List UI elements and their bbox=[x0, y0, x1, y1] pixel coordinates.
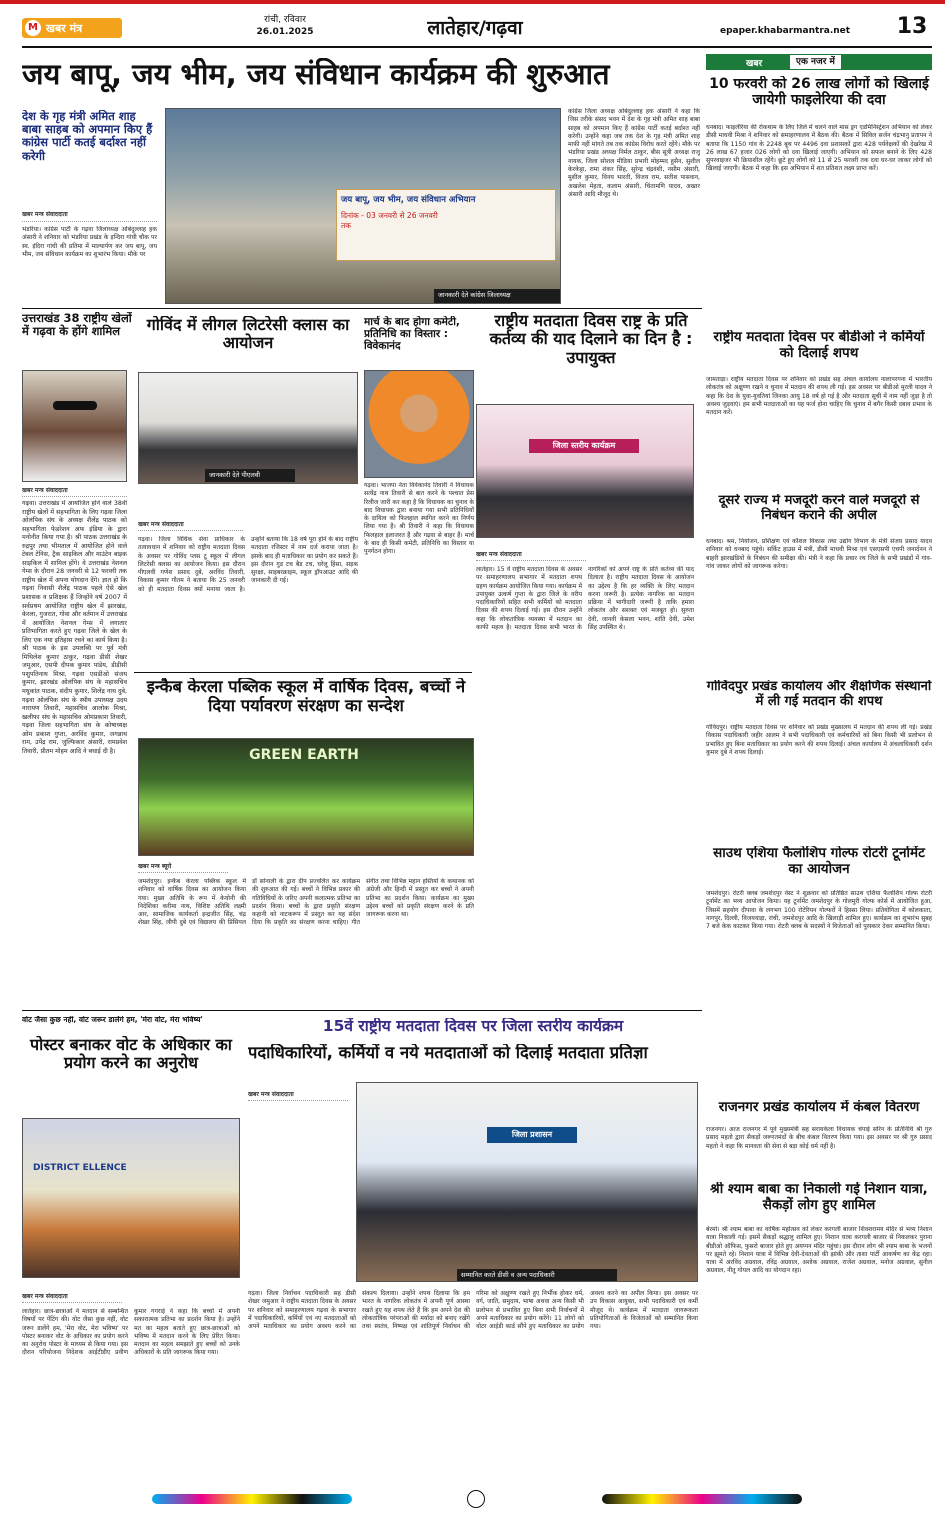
sidebar-story-2-headline: दूसरे राज्य में मजदूरी करने वाले मजदूरों से निबंधन कराने की अपील bbox=[718, 494, 920, 523]
masthead-rule bbox=[22, 46, 932, 48]
lead-kicker: देश के गृह मंत्री अमित शाह बाबा साहब को अपमान किए हैं कांग्रेस पार्टी कतई बर्दाश्त नहीं करेगी bbox=[22, 110, 153, 163]
sidebar-tag: खबर bbox=[746, 59, 763, 69]
registration-mark bbox=[467, 1490, 485, 1508]
page-number: 13 bbox=[896, 14, 928, 39]
legal-headline: गोविंद में लीगल लिटरेसी क्लास का आयोजन bbox=[146, 316, 350, 353]
sidebar-story-0-headline: 10 फरवरी को 26 लाख लोगों को खिलाई जायेगी फाइलेरिया की दवा bbox=[709, 76, 929, 109]
district-headline-2: पदाधिकारियों, कर्मियों व नये मतदाताओं को दिलाई मतदाता प्रतिज्ञा bbox=[248, 1044, 648, 1062]
voters-day-headline: राष्ट्रीय मतदाता दिवस राष्ट्र के प्रति कर्तव्य की याद दिलाने का दिन है : उपायुक्त bbox=[489, 312, 693, 367]
issue-date: 26.01.2025 bbox=[256, 27, 314, 37]
sidebar-story-5-body: राजनगर। आज राजनगर में पूर्व मुख्यमंत्री सह सरायकेला विधायक चंपाई सोरेन के प्रतिनिधि श्री गुरु प्रसाद महतो द्वारा सैकड़ों जरूरतमंदों के बीच कंबल वितरण किया गया। इस अवसर पर श्री गुरु प्रसाद महतो ने कहा कि मानवता की सेवा से बड़ा कोई धर्म नहीं है। bbox=[706, 1126, 932, 1150]
committee-photo bbox=[364, 370, 474, 478]
school-headline: इन्कैब केरला पब्लिक स्कूल में वार्षिक दिवस, बच्चों ने दिया पर्यावरण संरक्षण का सन्देश bbox=[146, 678, 466, 715]
district-photo-caption: सम्मानित करते डीसी व अन्य पदाधिकारी bbox=[457, 1269, 617, 1282]
poster-kicker: वोट जैसा कुछ नहीं, वोट जरूर डालेंगे हम, 'मेरा वोट, मेरा भविष्य' bbox=[22, 1016, 203, 1024]
sidebar-story-1-headline: राष्ट्रीय मतदाता दिवस पर बीडीओ ने कर्मियों को दिलाई शपथ bbox=[713, 330, 925, 361]
color-bar-right bbox=[602, 1494, 802, 1504]
school-photo bbox=[138, 738, 474, 856]
brand-name: खबर मंत्र bbox=[46, 22, 83, 35]
district-byline: खबर मन्त्र संवाददाता bbox=[248, 1090, 348, 1101]
sunglasses-shape bbox=[53, 401, 97, 410]
poster-body: लातेहार। छात्र-छात्राओं ने मतदान से सम्बन्धित विषयों पर पेंटिंग की। वोट जैसा कुछ नहीं, वोट जरूर डालेंगे हम, 'मेरा वोट, मेरा भविष्य' पर पोस्टर बनाकर वोट के अधिकार का प्रयोग करने का अनुरोध पोस्टर के माध्यम से किया गया। इस दौरान परियोजना निदेशक आईटीडीए प्रवीण कुमार गगराई ने कहा कि बच्चों में अपनी सकारात्मक प्रतिभा का प्रदर्शन किया है। उन्होंने मत का महत्व बताते हुए छात्र-छात्राओं को भविष्य में मतदान करने के लिए प्रेरित किया। मतदान का महत्व समझाते हुए बच्चों को उनके अधिकारों के प्रति जागरूक किया गया। bbox=[22, 1308, 240, 1357]
lead-body-left: भंडरिया। कांग्रेस पार्टी के गढ़वा जिलाध्यक्ष ओबेदुल्लाह हक अंसारी ने शनिवार को भंडरिया प्रखंड के इन्दिरा गांधी चौक पर स्व. इंदिरा गांधी की प्रतिमा में माल्यार्पण कर जय बापू, जय भीम, जय संविधान कार्यक्रम का शुभारंभ किया। मौके पर bbox=[22, 226, 157, 258]
legal-byline: खबर मन्त्र संवाददाता bbox=[138, 520, 243, 531]
lead-photo-caption: जानकारी देते कांग्रेस जिलाध्यक्ष bbox=[434, 289, 560, 303]
sports-byline: खबर मन्त्र संवाददाता bbox=[22, 486, 127, 497]
color-bar-left bbox=[152, 1494, 352, 1504]
voters-day-byline: खबर मन्त्र संवाददाता bbox=[476, 550, 586, 561]
divider-low bbox=[22, 1010, 702, 1011]
voters-day-photo bbox=[476, 404, 694, 538]
school-body: जमशेदपुर। इन्कैब केरला पब्लिक स्कूल में शनिवार को वार्षिक दिवस का आयोजन किया गया। मुख्य अतिथि के रूप में केयोनी की निदेशिका करीमा नाथ, विशिष्ट अतिथि लक्ष्मी आर, सामाजिक कार्यकर्ता इन्द्रजीत सिंह, चंद्र शेखर सिंह, जीपी दुबे एवं विद्यालय की प्रिंसिपल डॉ सोनाली के द्वारा दीप प्रज्वलित कर कार्यक्रम की शुरुआत की गई। बच्चों ने विभिन्न प्रकार की गतिविधियों के जरिए अपनी कलात्मक प्रतिभा का प्रदर्शन किया। बच्चों के द्वारा प्रकृति संरक्षण कहानी को नाटकरूप में प्रस्तुत कर यह संदेश दिया कि प्रकृति का संरक्षण करना चाहिए। गीत संगीत तथा विभिन्न महान हस्तियों के कथानक को अंग्रेजी और हिन्दी में प्रस्तुत कर बच्चों ने अपनी प्रतिभा का प्रदर्शन किया। कार्यक्रम का मुख्य उद्देश्य बच्चों को प्रकृति संरक्षण करने के प्रति जागरूक करना था। bbox=[138, 878, 474, 927]
sidebar-story-6-headline: श्री श्याम बाबा का निकाली गई निशान यात्रा, सैकड़ों लोग हुए शामिल bbox=[710, 1182, 928, 1213]
city-day: रांची, रविवार bbox=[264, 15, 306, 25]
district-banner: जिला प्रशासन bbox=[487, 1127, 577, 1143]
lead-photo bbox=[165, 108, 561, 304]
committee-headline: मार्च के बाद होगा कमेटी, प्रतिनिधि का विस्तार : विवेकानंद bbox=[364, 316, 460, 353]
registration-strip bbox=[22, 1490, 932, 1508]
sidebar-story-3-body: गोविंदपुर। राष्ट्रीय मतदाता दिवस पर शनिवार को प्रखंड मुख्यालय में मतदान की शपथ ली गई। प्रखंड विकास पदाधिकारी जहीर आलम ने सभी पदाधिकारी एवं कर्मचारियों को बिना किसी भी प्रलोभन से प्रभावित हुए बिना मताधिकार का प्रयोग करने की शपथ दिलाई। अंचल कार्यालय में अंचलाधिकारी दर्शन कुमार दुबे ने शपथ दिलाई। bbox=[706, 724, 932, 756]
school-banner: GREEN EARTH bbox=[249, 747, 359, 763]
poster-photo bbox=[22, 1118, 240, 1278]
school-byline: खबर मन्त्र ब्यूरो bbox=[138, 862, 228, 873]
legal-body: गढ़वा। जिला विधिक सेवा प्राधिकार के तत्वावधान में शनिवार को राष्ट्रीय मतदाता दिवस के अवसर पर गोविंद प्लस टू स्कूल में लीगल लिटरेसी क्लास का आयोजन किया। इस दौरान पीएलवी गणेश प्रसाद दुबे, अरविंद तिवारी, विकास कुमार गौतम ने बताया कि 25 जनवरी को ही मतदाता दिवस क्यों मनाया जाता है। उन्होंने बताया कि 18 वर्ष पूरा होने के बाद राष्ट्रीय मतदाता रजिस्टर में नाम दर्ज कराया जाता है। इसके बाद ही मताधिकार का प्रयोग कर सकते हैं। इस दौरान गुड टच बैड टच, घरेलू हिंसा, सड़क सुरक्षा, साइबरक्राइम, स्कूल ड्रॉपआउट आदि की जानकारी दी गई। bbox=[138, 536, 358, 593]
divider-lead bbox=[22, 308, 702, 309]
district-body: गढ़वा। जिला निर्वाचन पदाधिकारी सह डीसी शेखर जमुआर ने राष्ट्रीय मतदाता दिवस के अवसर पर शनिवार को समाहरणालय गढ़वा के सभागार में पदाधिकारियों, कर्मियों एवं नए मतदाताओं को अपने मताधिकार का प्रयोग अवश्य करने का संकल्प दिलाया। उन्होंने शपथ दिलाया कि हम भारत के नागरिक लोकतंत्र में अपनी पूर्ण आस्था रखते हुए यह शपथ लेते हैं कि हम अपने देश की लोकतांत्रिक परंपराओं की मर्यादा को बनाए रखेंगे तथा स्वतंत्र, निष्पक्ष एवं शांतिपूर्ण निर्वाचन की गरिमा को अक्षुण्ण रखते हुए निर्भीक होकर धर्म, वर्ग, जाति, समुदाय, भाषा अथवा अन्य किसी भी प्रलोभन से प्रभावित हुए बिना सभी निर्वाचनों में अपने मताधिकार का प्रयोग करेंगे। 11 लोगों को वोटर आईडी कार्ड सौंपे हुए मताधिकार का प्रयोग अवश्य करने का अपील किया। इस अवसर पर उप विकास आयुक्त, सभी पदाधिकारी एवं कर्मी मौजूद थे। कार्यक्रम में मतदाता जागरूकता प्रतियोगिताओं के विजेताओं को सम्मानित किया गया। bbox=[248, 1290, 698, 1331]
voters-day-body: लातेहार। 15 वें राष्ट्रीय मतदाता दिवस के अवसर पर समाहरणालय सभागार में मतदाता शपथ ग्रहण कार्यक्रम आयोजित किया गया। कार्यक्रम में उपायुक्त उत्कर्ष गुप्ता के द्वारा जिले के वरीय पदाधिकारियों सहित सभी कर्मियों को मतदाता दिवस की शपथ दिलाई गई। इस दौरान उन्होंने कहा कि लोकतांत्रिक व्यवस्था में मतदान का काफी महत्व है। मतदाता दिवस सभी भारत के नागरिकों को अपने राष्ट्र के प्रति कर्तव्य की याद दिलाता है। राष्ट्रीय मतदाता दिवस के आयोजन का उद्देश्य है कि हर व्यक्ति के लिए मतदान करना जरूरी है। प्रत्येक नागरिक का मतदान प्रक्रिया में भागीदारी जरूरी है ताकि हमारा लोकतंत्र और सशक्त एवं मजबूत हो। सुरुता देवी, जानवी केसला भवन, शांति देवी, उमेश सिंह उपस्थित थे। bbox=[476, 566, 694, 632]
lead-photo-banner bbox=[336, 189, 556, 261]
section-title: लातेहार/गढ़वा bbox=[427, 17, 523, 39]
brand-logo bbox=[22, 18, 122, 38]
sidebar-story-4-body: जमशेदपुर। रोटरी क्लब जमशेदपुर वेस्ट ने शुक्रवार को प्रतिष्ठित साउथ एशिया फैलोशिप गोल्फ रोटरी टूर्नामेंट का भव्य आयोजन किया। यह टूर्नामेंट जमशेदपुर के गोलमुरी गोल्फ कोर्स में आयोजित हुआ, जिसमें सहयोग दीपावा के लगभग 100 रोटेरियन गोल्फरों ने हिस्सा लिया। प्रतियोगिता में कोलकाता, नागपुर, दिल्ली, विजयवाड़ा, रांची, जमशेदपुर आदि के खिलाड़ी शामिल हुए। कार्यक्रम का शुभारंभ सुबह 7 बजे केक काटकर किया गया। रोटरी क्लब के सदस्यों ने विजेताओं को पुरस्कार देकर सम्मानित किया। bbox=[706, 890, 932, 931]
lead-byline: खबर मन्त्र संवाददाता bbox=[22, 210, 157, 222]
banner-title: जय बापू, जय भीम, जय संविधान अभियान bbox=[341, 195, 476, 205]
sidebar bbox=[706, 54, 932, 1484]
sports-body: गढ़वा। उत्तराखंड में आयोजित होने वाले 38वीं राष्ट्रीय खेलों में सहभागिता के लिए गढ़वा जिला ओलंपिक संघ के अध्यक्ष शैलेंद्र पाठक को सहभागिता फेडरेशन अफ इंडिया के द्वारा मनोनीत किया गया है। श्री पाठक उत्तराखंड के रुद्रपुर तथा भीमताल में आयोजित होने वाले टेबल टेनिस, ट्रैक साइकिल और माउंटेन बाइक साइकिल में शामिल होंगे। वे उत्तराखंड नेशनल गेम्स के दौरान 28 जनवरी से 12 फरवरी तक राष्ट्रीय खेल में अपना योगदान देंगे। ज्ञात हो कि गढ़वा निवासी शैलेंद्र पाठक पहले ऐसे खेल प्रशासक व प्रशिक्षक हैं जिन्होंने वर्ष 2007 में सर्वप्रथम आयोजित राष्ट्रीय खेल में झारखंड, केरला, गुजरात, गोवा और वर्तमान में उत्तराखंड में आयोजित नेशनल गेम्स में लगातार प्रतिभागिता करते हुए गढ़वा जिले के खेल के लिए एक नया इतिहास रचने का कार्य किया है। श्री पाठक के इस उपलब्धि पर पूर्व मंत्री मिथिलेश कुमार ठाकुर, गढ़वा डीसी शेखर जमुआर, एसपी दीपक कुमार पांडेय, डीडीसी पशुपतिनाथ मिश्रा, गढ़वा एसडीओ संजय कुमार, झारखंड ओलंपिक संघ के महासचिव मधुकांत पाठक, संदीप कुमार, शिलेंद्र नाथ दुबे, गढ़वा ओलंपिक संघ के स्थीय उपाध्यक्ष उदय नारायण तिवारी, महासचिव आलोक मिश्रा, खलीफा संघ के महासचिव ओमप्रकाश तिवारी, गढ़वा जिला सहभागिता संघ के कोषाध्यक्ष ओम प्रकाश गुप्ता, अरविंद कुमार, जगन्नाथ राम, उपेंद्र राम, जुल्फिकार अंसारी, रामप्रवेश तिवारी, प्रीतम मोहम आदि ने बधाई दी है। bbox=[22, 500, 127, 755]
legal-photo-caption: जानकारी देते पीएलवी bbox=[205, 469, 295, 482]
district-headline-1: 15वें राष्ट्रीय मतदाता दिवस पर जिला स्तरीय कार्यक्रम bbox=[322, 1018, 624, 1035]
masthead bbox=[0, 0, 945, 48]
epaper-url[interactable]: epaper.khabarmantra.net bbox=[720, 26, 851, 36]
poster-banner: DISTRICT ELLENCE bbox=[33, 1163, 127, 1173]
poster-headline: पोस्टर बनाकर वोट के अधिकार का प्रयोग करने का अनुरोध bbox=[30, 1036, 232, 1073]
sidebar-story-2-body: धनबाद। श्रम, नियोजन, प्रशिक्षण एवं कौशल विकास तथा उद्योग विभाग के मंत्री संजय प्रसाद यादव शनिवार को धनबाद पहुंचे। सर्किट हाउस में मंत्री, डीसी माधवी मिश्रा एवं एसएसपी एचपी जनार्दनन ने बाहरी झारखंडियों के निबंधन की समीक्षा की। मंत्री ने कहा कि प्रचार रथ जिले के सभी प्रखंडों में गांव-गांव जाकर लोगों को जागरूक करेगा। bbox=[706, 538, 932, 570]
sidebar-story-4-headline: साउथ एशिया फैलोशिप गोल्फ रोटरी टूर्नामेंट का आयोजन bbox=[713, 846, 925, 877]
masthead-dateblock bbox=[225, 14, 345, 44]
poster-byline: खबर मन्त्र संवाददाता bbox=[22, 1292, 122, 1303]
lead-body-right: कांग्रेस जिला अध्यक्ष ओबेदुल्लाह हक अंसारी ने कहा कि जिस तरीके संसद भवन में देश के गृह मंत्री अमित शाह बाबा साहब को अपमान किए हैं कांग्रेस पार्टी कतई बर्दाश्त नहीं करेगी। उन्होंने कहा जब तक देश के गृह मंत्री अमित शाह माफी नहीं मांगते तब तक कांग्रेस विरोध करते रहेंगे। मौके पर भंडरिया प्रखंड अध्यक्ष निर्मल ठाकुर, बीस सूत्री अध्यक्ष राजू नायक, जिला सोशल मीडिया प्रभारी मोहम्मद हुसैन, सुशील केरकेट्टा, रामा शंकर सिंह, सुरेन्द्र चंद्रवंशी, नसीम अंसारी, मुशील कुमार, विनय भारती, विजय राम, सतीश पासवान, अखलेश मेहता, कलाम अंसारी, चिंतामणि यादव, अख्तर अंसारी आदि मौजूद थे। bbox=[568, 108, 700, 198]
masthead-top-strip bbox=[0, 0, 945, 4]
sidebar-tagbar bbox=[706, 54, 932, 70]
committee-body: गढ़वा। भाजपा नेता विवेकानंद तिवारी ने विधायक सत्येंद्र नाथ तिवारी से बात करने के पश्चात प्रेस रिलीज जारी कर कहा है कि विधायक का चुनाव के बाद विधायक द्वारा बनाया गया सभी प्रतिनिधियों के दायित्व को फिलहाल स्थगित करने का निर्णय लिया गया है। श्री तिवारी ने कहा कि विधायक फिलहाल इलाजरत हैं और गढ़वा से बाहर हैं। मार्च के बाद ही किसी कमेटी, प्रतिनिधि का विस्तार या पुनर्गठन होगा। bbox=[364, 482, 474, 556]
sports-headline: उत्तराखंड 38 राष्ट्रीय खेलों में गढ़वा के होंगे शामिल bbox=[22, 312, 132, 339]
legal-photo bbox=[138, 372, 358, 484]
sidebar-story-3-headline: गोविंदपुर प्रखंड कार्यालय और शैक्षणिक संस्थानों में ली गई मतदान की शपथ bbox=[706, 680, 932, 709]
sidebar-tag2: एक नजर में bbox=[790, 55, 841, 69]
lead-headline: जय बापू, जय भीम, जय संविधान कार्यक्रम की शुरुआत bbox=[22, 58, 610, 91]
banner-sub: दिनांक - 03 जनवरी से 26 जनवरी तक bbox=[341, 211, 438, 230]
sports-photo bbox=[22, 370, 127, 482]
divider-mid bbox=[134, 672, 472, 673]
brand-logo-icon: M bbox=[25, 20, 41, 36]
sidebar-story-0-body: धनबाद। फाइलेरिया की रोकथाम के लिए जिले में चलने वाले मास ड्रग एडमिनिस्ट्रेशन अभियान को लेकर डीसी माधवी मिश्रा ने शनिवार को समाहरणालय में बैठक की। बैठक में सिविल सर्जन चंद्रभानु प्रतापन ने बताया कि 1150 गांव के 2248 बूथ पर 4496 दवा प्रशासकों द्वारा 428 पर्यवेक्षकों की देखरेख में 26 लाख 67 हजार 026 लोगों को दवा खिलाई जाएगी। अभियान को सफल बनाने के लिए 428 सुपरवाइजर भी क्रियाशील रहेंगे। छूटे हुए लोगों को 11 से 25 फरवरी तक दवा घर-घर जाकर लोगों को खिलाई जाएगी। बैठक में कहा कि इस अभियान में शत प्रतिशत लक्ष्य प्राप्त करें। bbox=[706, 124, 932, 173]
sidebar-story-1-body: जामताड़ा। राष्ट्रीय मतदाता दिवस पर शनिवार को प्रखंड सह अंचल कार्यालय नालापरगना में भारतीय लोकतंत्र को अक्षुण्ण रखने व चुनाव में मतदान की शपथ ली गई। इस अवसर पर बीडीओ मुरली यादव ने कहा कि देश के युवा-युवतियां जिनका आयु 18 वर्ष हो गई है और मतदाता सूची में नाम नहीं जुड़ा है तो अवश्य जुड़वाएं। हम सभी मतदाताओं का यह फर्ज होना चाहिए कि चुनाव में बगैर किसी दबाव प्रभाव के मतदान करें। bbox=[706, 376, 932, 417]
sidebar-story-6-body: बेरमो। श्री श्याम बाबा का वार्षिक महोत्सव को लेकर करगली बाजार शिवशरामय मंदिर से भव्य निशान यात्रा निकाली गई। इसमें सैकड़ों श्रद्धालु शामिल हुए। निशान यात्रा करगली बाजार से निकलकर पुराना बीडीओ ऑफिस, फुसरो बाजार होते हुए अयप्पन मंदिर पहुंचा। इस दौरान लोग श्री श्याम बाबा के भजनों पर झूमते रहे। निशान यात्रा में विभिन्न देवी-देवताओं की झांकी और ताशा पार्टी आकर्षण का केंद्र रहा। यात्रा में अरविंद अग्रवाल, रविंद्र अग्रवाल, अशोक अग्रवाल, राजेश अग्रवाल, मनोज अग्रवाल, सुनील अग्रवाल, नीतू गोयल आदि का योगदान रहा। bbox=[706, 1226, 932, 1275]
sidebar-story-5-headline: राजनगर प्रखंड कार्यालय में कंबल वितरण bbox=[718, 1100, 920, 1115]
voters-day-banner: जिला स्तरीय कार्यक्रम bbox=[529, 439, 639, 453]
